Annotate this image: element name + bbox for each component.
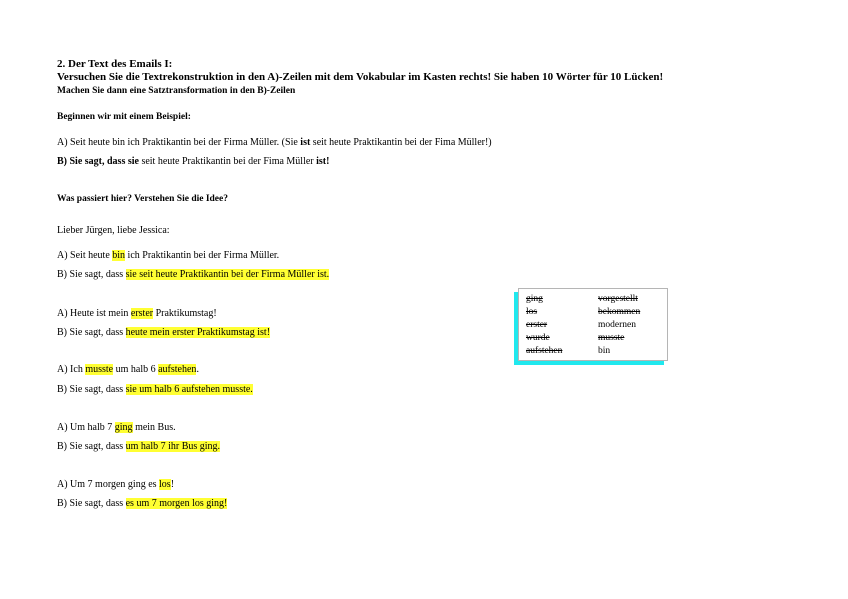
exercise-1-a <box>57 250 279 262</box>
exercise-2-b <box>57 327 270 339</box>
transformed-sentence: sie um halb 6 aufstehen musste. <box>125 384 253 395</box>
text: seit heute Praktikantin bei der Fima Müller!) <box>310 137 492 148</box>
vocab-word: bekommen <box>598 307 641 317</box>
transformed-sentence: sie seit heute Praktikantin bei der Firma Müller ist. <box>125 269 330 280</box>
gap-word: aufstehen <box>158 364 197 375</box>
gap-word: ging <box>114 422 133 433</box>
text: A) Heute ist mein <box>57 308 131 319</box>
vocab-word: los <box>526 307 538 317</box>
gap-word: bin <box>112 250 126 261</box>
instruction-text-2: Machen Sie dann eine Satztransformation in den B)-Zeilen <box>57 86 296 96</box>
vocabulary-box <box>518 288 668 361</box>
gap-word: musste <box>85 364 114 375</box>
greeting: Lieber Jürgen, liebe Jessica: <box>57 225 170 236</box>
text: B) Sie sagt, dass <box>57 441 126 452</box>
vocab-word: bin <box>598 346 611 356</box>
exercise-2-a <box>57 308 217 320</box>
text: mein Bus. <box>132 422 176 433</box>
text: ! <box>170 479 175 490</box>
text: A) Seit heute <box>57 250 113 261</box>
text: seit heute Praktikantin bei der Fima Müller <box>138 156 317 167</box>
transformed-sentence: es um 7 morgen los ging! <box>125 498 228 509</box>
bold-text: B) Sie sagt, dass sie <box>57 156 139 167</box>
bold-text: ist <box>300 137 311 148</box>
vocab-word: ging <box>526 294 543 304</box>
vocab-word: vorgestellt <box>598 294 638 304</box>
gap-word: los <box>159 479 171 490</box>
transformed-sentence: heute mein erster Praktikumstag ist! <box>125 327 271 338</box>
example-label: Beginnen wir mit einem Beispiel: <box>57 112 191 122</box>
exercise-5-b <box>57 498 227 510</box>
gap-word: erster <box>130 308 154 319</box>
example-line-b <box>57 156 329 168</box>
bold-text: ist! <box>316 156 330 167</box>
vocab-word: wurde <box>526 333 550 343</box>
exercise-4-b <box>57 441 220 453</box>
text: A) Ich <box>57 364 86 375</box>
question-heading: Was passiert hier? Verstehen Sie die Idee? <box>57 194 228 204</box>
text: A) Seit heute bin ich Praktikantin bei der Firma Müller. (Sie <box>57 137 301 148</box>
text: B) Sie sagt, dass <box>57 327 126 338</box>
text: ich Praktikantin bei der Firma Müller. <box>125 250 280 261</box>
instruction-text: Versuchen Sie die Textrekonstruktion in den A)-Zeilen mit dem Vokabular im Kasten rechts! Sie haben 10 Wörter für 10 Lücken! <box>57 71 664 83</box>
vocab-word: modernen <box>598 320 636 330</box>
text: B) Sie sagt, dass <box>57 498 126 509</box>
exercise-5-a <box>57 479 174 491</box>
exercise-3-b <box>57 384 253 396</box>
example-line-a <box>57 137 492 149</box>
exercise-1-b <box>57 269 329 281</box>
text: A) Um 7 morgen ging es <box>57 479 160 490</box>
exercise-4-a <box>57 422 176 434</box>
text: B) Sie sagt, dass <box>57 269 126 280</box>
text: . <box>196 364 199 375</box>
text: Praktikumstag! <box>153 308 217 319</box>
section-title: 2. Der Text des Emails I: <box>57 58 173 70</box>
text: B) Sie sagt, dass <box>57 384 126 395</box>
vocab-word: aufstehen <box>526 346 563 356</box>
vocab-word: erster <box>526 320 548 330</box>
text: A) Um halb 7 <box>57 422 115 433</box>
transformed-sentence: um halb 7 ihr Bus ging. <box>125 441 221 452</box>
vocab-word: musste <box>598 333 625 343</box>
exercise-3-a <box>57 364 199 376</box>
text: um halb 6 <box>113 364 159 375</box>
